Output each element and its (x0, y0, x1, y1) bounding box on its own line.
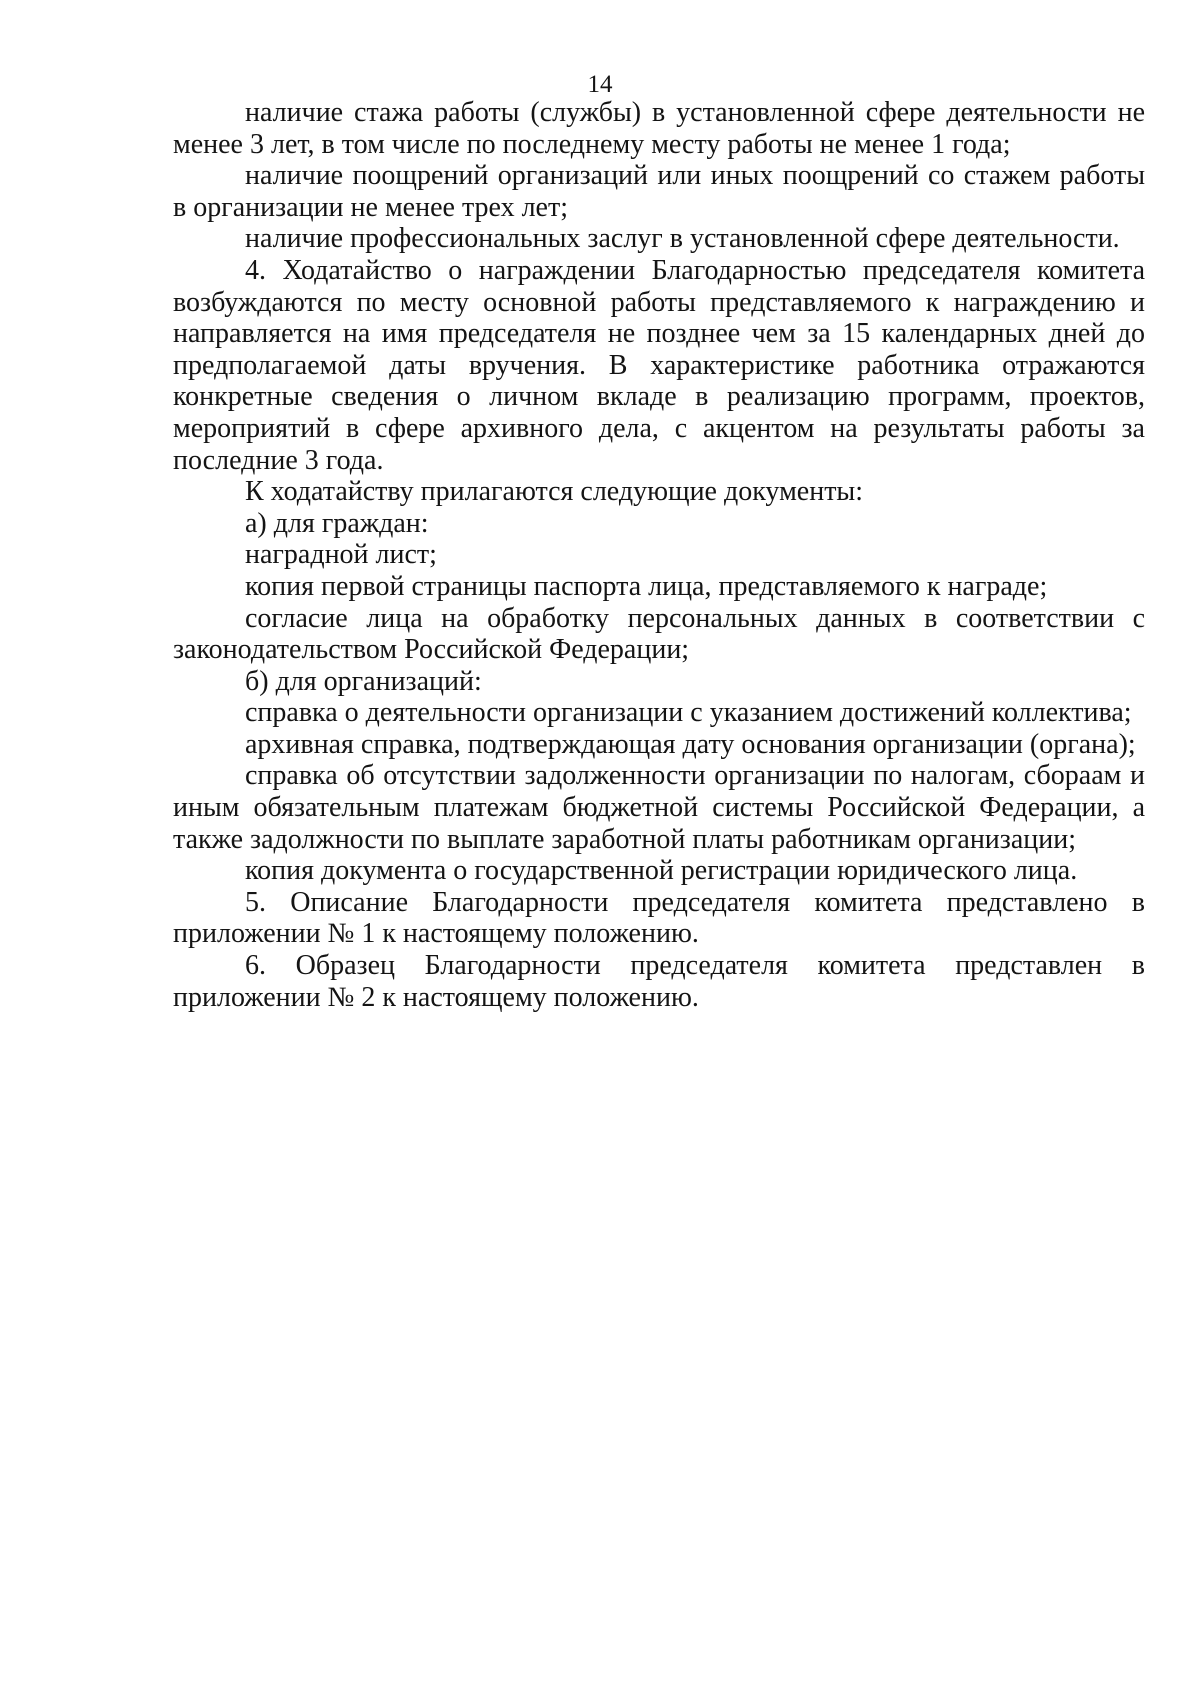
paragraph-archive-certificate: архивная справка, подтверждающая дату основания организации (органа); (245, 728, 1136, 760)
paragraph-for-citizens: а) для граждан: (245, 507, 429, 539)
document-body (173, 97, 1145, 1013)
paragraph-work-experience: наличие стажа работы (службы) в установленной сфере деятельности не менее 3 лет, в том числе по последнему месту работы не менее 1 года; (173, 97, 1145, 160)
paragraph-award-sheet: наградной лист; (245, 539, 437, 571)
page-number: 14 (587, 71, 613, 98)
paragraph-professional-merits: наличие профессиональных заслуг в установленной сфере деятельности. (245, 223, 1120, 255)
paragraph-attached-documents: К ходатайству прилагаются следующие документы: (245, 476, 864, 508)
paragraph-incentives: наличие поощрений организаций или иных поощрений со стажем работы в организации не менее трех лет; (173, 160, 1145, 223)
paragraph-passport-copy: копия первой страницы паспорта лица, представляемого к награде; (245, 570, 1048, 602)
paragraph-personal-data-consent: согласие лица на обработку персональных данных в соответствии с законодательством Российской Федерации; (173, 602, 1145, 666)
paragraph-activity-certificate: справка о деятельности организации с указанием достижений коллектива; (245, 697, 1132, 729)
paragraph-no-debt-certificate: справка об отсутствии задолженности организации по налогам, сбораам и иным обязательным платежам бюджетной системы Российской Федерации, а также задолжности по выплате заработной платы работникам организации; (173, 760, 1145, 855)
paragraph-item-4-petition: 4. Ходатайство о награждении Благодарностью председателя комитета возбуждаются по месту основной работы представляемого к награждению и направляется на имя председателя не позднее чем за 15 календарных дней до предполагаемой даты вручения. В характеристике работника отражаются конкретные сведения о личном вкладе в реализацию программ, проектов, мероприятий в сфере архивного дела, с акцентом на результаты работы за последние 3 года. (173, 254, 1145, 476)
paragraph-for-organizations: б) для организаций: (245, 665, 482, 697)
paragraph-item-6-sample: 6. Образец Благодарности председателя комитета представлен в приложении № 2 к настоящему положению. (173, 950, 1145, 1013)
paragraph-registration-copy: копия документа о государственной регистрации юридического лица. (245, 855, 1078, 887)
paragraph-item-5-description: 5. Описание Благодарности председателя комитета представлено в приложении № 1 к настоящему положению. (173, 886, 1145, 950)
